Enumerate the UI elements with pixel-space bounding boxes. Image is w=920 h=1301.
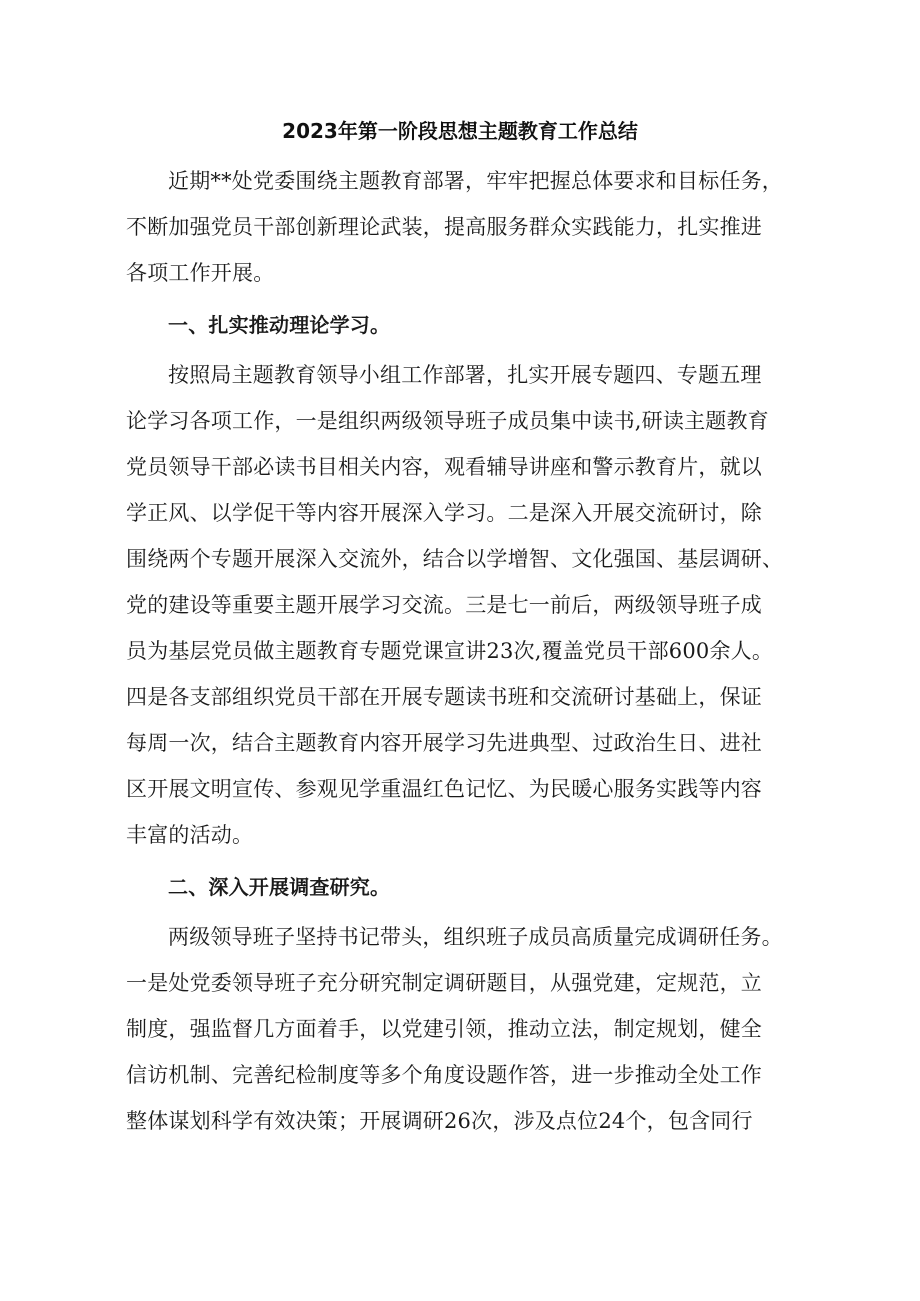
paragraph-line: 整体谋划科学有效决策；开展调研26次，涉及点位24个，包含同行 bbox=[126, 1109, 753, 1133]
paragraph-line: 按照局主题教育领导小组工作部署，扎实开展专题四、专题五理 bbox=[168, 363, 762, 387]
paragraph-line: 围绕两个专题开展深入交流外，结合以学增智、文化强国、基层调研、 bbox=[126, 547, 784, 571]
paragraph-line: 一是处党委领导班子充分研究制定调研题目，从强党建，定规范，立 bbox=[126, 971, 762, 995]
paragraph-line: 丰富的活动。 bbox=[126, 823, 254, 847]
paragraph-line: 两级领导班子坚持书记带头，组织班子成员高质量完成调研任务。 bbox=[168, 925, 783, 949]
section-heading-2: 二、深入开展调查研究。 bbox=[168, 875, 391, 899]
paragraph-line: 区开展文明宣传、参观见学重温红色记忆、为民暖心服务实践等内容 bbox=[126, 777, 762, 801]
paragraph-line: 制度，强监督几方面着手，以党建引领，推动立法，制定规划，健全 bbox=[126, 1017, 762, 1041]
paragraph-line: 党的建设等重要主题开展学习交流。三是七一前后，两级领导班子成 bbox=[126, 593, 762, 617]
paragraph-line: 员为基层党员做主题教育专题党课宣讲23次,覆盖党员干部600余人。 bbox=[126, 639, 774, 663]
paragraph-line: 学正风、以学促干等内容开展深入学习。二是深入开展交流研讨，除 bbox=[126, 501, 762, 525]
paragraph-line: 党员领导干部必读书目相关内容，观看辅导讲座和警示教育片，就以 bbox=[126, 455, 762, 479]
paragraph-line: 信访机制、完善纪检制度等多个角度设题作答，进一步推动全处工作 bbox=[126, 1063, 762, 1087]
paragraph-line: 近期**处党委围绕主题教育部署，牢牢把握总体要求和目标任务， bbox=[168, 169, 783, 193]
section-heading-1: 一、扎实推动理论学习。 bbox=[168, 313, 391, 337]
paragraph-line: 每周一次，结合主题教育内容开展学习先进典型、过政治生日、进社 bbox=[126, 731, 762, 755]
paragraph-line: 四是各支部组织党员干部在开展专题读书班和交流研讨基础上，保证 bbox=[126, 685, 762, 709]
paragraph-line: 论学习各项工作，一是组织两级领导班子成员集中读书,研读主题教育 bbox=[126, 409, 769, 433]
paragraph-line: 不断加强党员干部创新理论武装，提高服务群众实践能力，扎实推进 bbox=[126, 215, 762, 239]
document-title: 2023年第一阶段思想主题教育工作总结 bbox=[282, 119, 638, 143]
paragraph-line: 各项工作开展。 bbox=[126, 261, 275, 285]
